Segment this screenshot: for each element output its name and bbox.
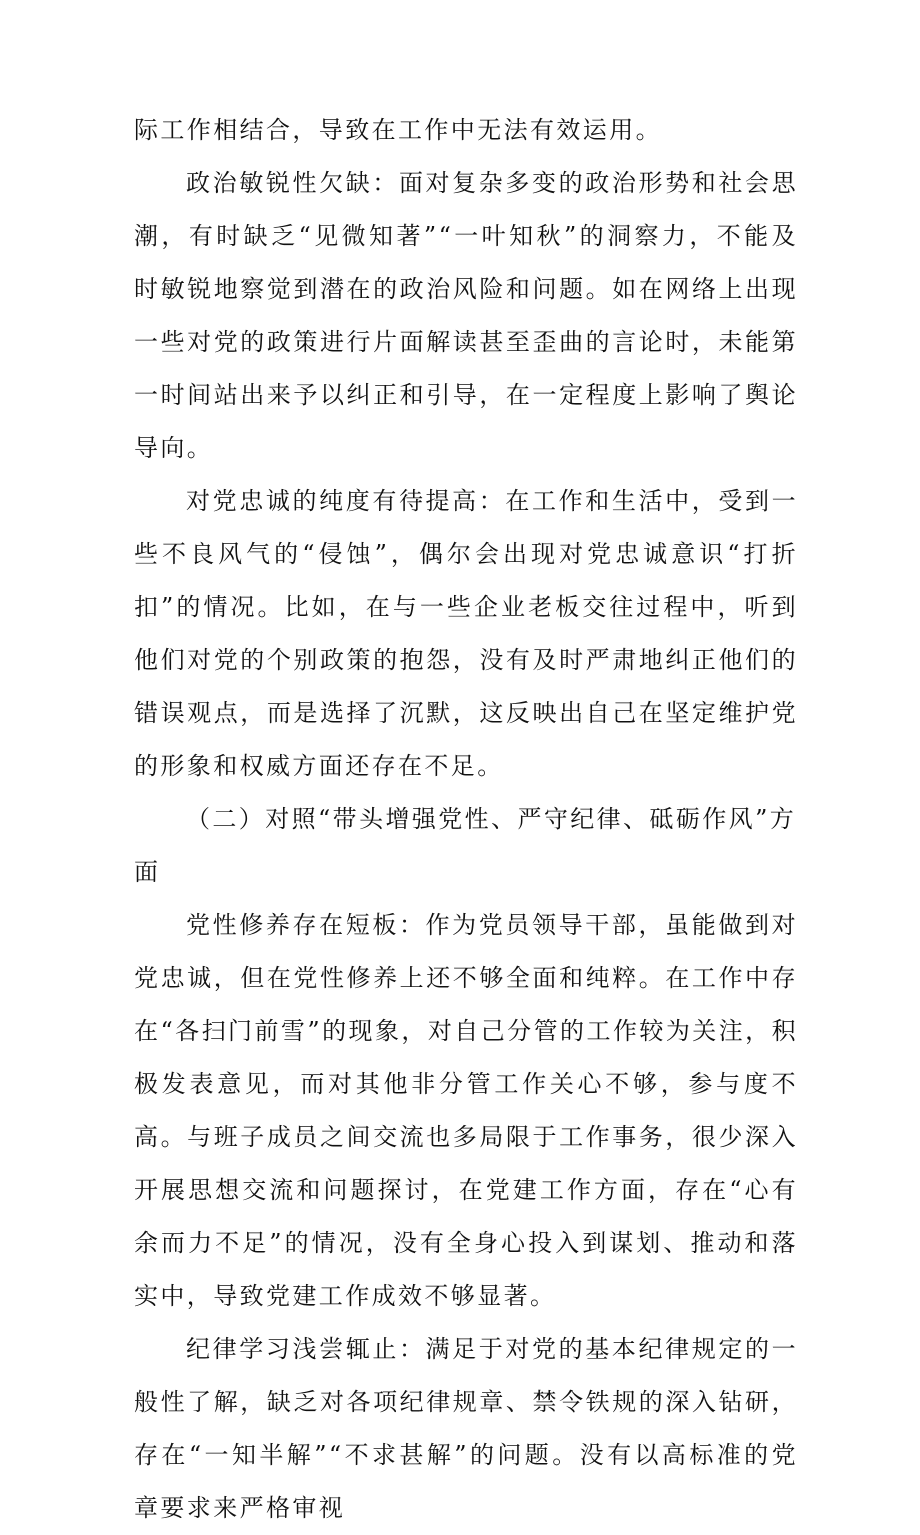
paragraph-loyalty-purity: 对党忠诚的纯度有待提高：在工作和生活中，受到一些不良风气的“侵蚀”，偶尔会出现对党忠诚意识“打折扣”的情况。比如，在与一些企业老板交往过程中，听到他们对党的个别政策的抱怨，没有及时严肃地纠正他们的错误观点，而是选择了沉默，这反映出自己在坚定维护党的形象和权威方面还存在不足。 xyxy=(134,487,798,780)
paragraph-continuation: 际工作相结合，导致在工作中无法有效运用。 xyxy=(134,116,662,144)
paragraph-discipline-study: 纪律学习浅尝辄止：满足于对党的基本纪律规定的一般性了解，缺乏对各项纪律规章、禁令铁规的深入钻研，存在“一知半解”“不求甚解”的问题。没有以高标准的党章要求来严格审视 xyxy=(134,1335,798,1522)
paragraph-political-sensitivity: 政治敏锐性欠缺：面对复杂多变的政治形势和社会思潮，有时缺乏“见微知著”“一叶知秋”的洞察力，不能及时敏锐地察觉到潜在的政治风险和问题。如在网络上出现一些对党的政策进行片面解读甚至歪曲的言论时，未能第一时间站出来予以纠正和引导，在一定程度上影响了舆论导向。 xyxy=(134,169,798,462)
paragraph-party-cultivation: 党性修养存在短板：作为党员领导干部，虽能做到对党忠诚，但在党性修养上还不够全面和纯粹。在工作中存在“各扫门前雪”的现象，对自己分管的工作较为关注，积极发表意见，而对其他非分管工作关心不够，参与度不高。与班子成员之间交流也多局限于工作事务，很少深入开展思想交流和问题探讨，在党建工作方面，存在“心有余而力不足”的情况，没有全身心投入到谋划、推动和落实中，导致党建工作成效不够显著。 xyxy=(134,911,798,1310)
document-body xyxy=(134,104,798,1535)
section-heading: （二）对照“带头增强党性、严守纪律、砥砺作风”方面 xyxy=(134,805,797,886)
